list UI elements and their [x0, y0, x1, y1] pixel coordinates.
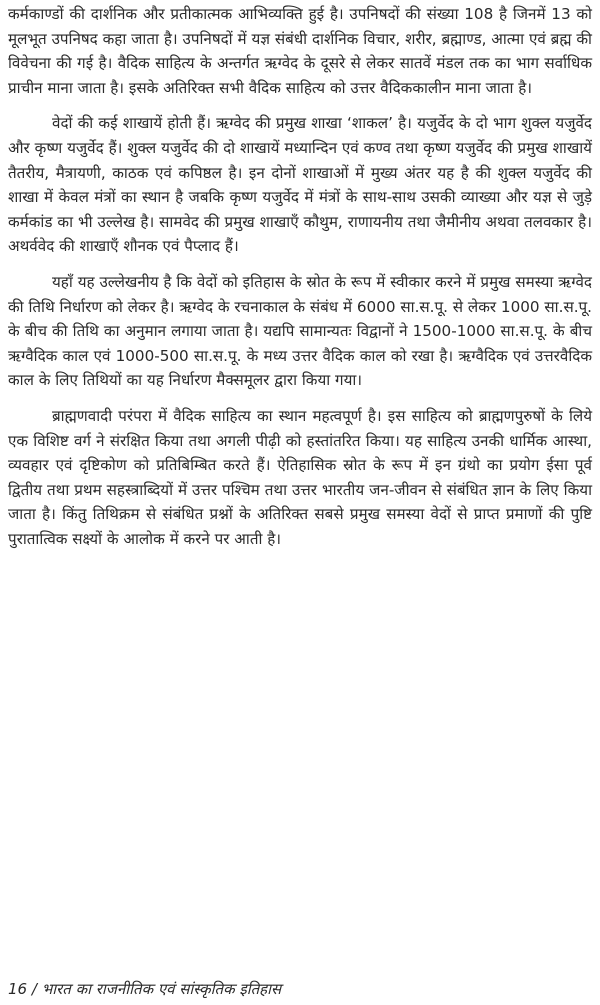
paragraph-2: वेदों की कई शाखायें होती हैं। ऋग्वेद की प्रमुख शाखा ‘शाकल’ है। यजुर्वेद के दो भाग शुक्ल यजुर्वेद और कृष्ण यजुर्वेद हैं। शुक्ल यजुर्वेद की दो शाखायें मध्यान्दिन एवं कण्व तथा कृष्ण यजुर्वेद की प्रमुख शाखायें तैतरीय, मैत्रायणी, काठक एवं कपिष्ठल है। इन दोनों शाखाओं में मुख्य अंतर यह है की शुक्ल यजुर्वेद की शाखा में केवल मंत्रों का स्थान है जबकि कृष्ण यजुर्वेद में मंत्रों के साथ-साथ उसकी व्याख्या और यज्ञ से जुड़े कर्मकांड का भी उल्लेख है। सामवेद की प्रमुख शाखाएँ कौथुम, राणायनीय तथा जैमीनीय अथवा तलवकार है। अथर्ववेद की शाखाएँ शौनक एवं पैप्लाद हैं। — [8, 114, 592, 256]
paragraph-4: ब्राह्मणवादी परंपरा में वैदिक साहित्य का स्थान महत्वपूर्ण है। इस साहित्य को ब्राह्मणपुरुषों के लिये एक विशिष्ट वर्ग ने संरक्षित किया तथा अगली पीढ़ी को हस्तांतरित किया। यह साहित्य उनकी धार्मिक आस्था, व्यवहार एवं दृष्टिकोण को प्रतिबिम्बित करते हैं। ऐतिहासिक स्रोत के रूप में इन ग्रंथो का प्रयोग ईसा पूर्व द्वितीय तथा प्रथम सहस्त्राब्दियों में उत्तर पश्चिम तथा उत्तर भारतीय जन-जीवन से संबंधित ज्ञान के लिए किया जाता है। किंतु तिथिक्रम से संबंधित प्रश्नों के अतिरिक्त सबसे प्रमुख समस्या वेदों से प्राप्त प्रमाणों की पुष्टि पुरातात्विक सक्ष्यों के आलोक में करने पर आती है। — [8, 406, 592, 548]
footer-separator: / — [31, 980, 37, 998]
book-title: भारत का राजनीतिक एवं सांस्कृतिक इतिहास — [41, 980, 282, 998]
paragraph-3: यहाँ यह उल्लेखनीय है कि वेदों को इतिहास के स्रोत के रूप में स्वीकार करने में प्रमुख समस्या ऋग्वेद की तिथि निर्धारण को लेकर है। ऋग्वेद के रचनाकाल के संबंध में 6000 सा.स.पू. से लेकर 1000 सा.स.पू. के बीच की तिथि का अनुमान लगाया जाता है। यद्यपि सामान्यतः विद्वानों ने 1500-1000 सा.स.पू. के बीच ऋग्वैदिक काल एवं 1000-500 सा.स.पू. के मध्य उत्तर वैदिक काल को रखा है। ऋग्वैदिक एवं उत्तरवैदिक काल के लिए तिथियों का यह निर्धारण मैक्समूलर द्वारा किया गया। — [8, 272, 592, 390]
page-footer — [8, 979, 281, 999]
page-number: 16 — [8, 980, 28, 998]
paragraph-1: कर्मकाण्डों की दार्शनिक और प्रतीकात्मक आभिव्यक्ति हुई है। उपनिषदों की संख्या 108 है जिनमें 13 को मूलभूत उपनिषद कहा जाता है। उपनिषदों में यज्ञ संबंधी दार्शनिक विचार, शरीर, ब्रह्माण्ड, आत्मा एवं ब्रह्म की विवेचना की गई है। वैदिक साहित्य के अन्तर्गत ऋग्वेद के दूसरे से लेकर सातवें मंडल तक का भाग सर्वाधिक प्राचीन माना जाता है। इसके अतिरिक्त सभी वैदिक साहित्य को उत्तर वैदिककालीन माना जाता है। — [8, 5, 592, 97]
